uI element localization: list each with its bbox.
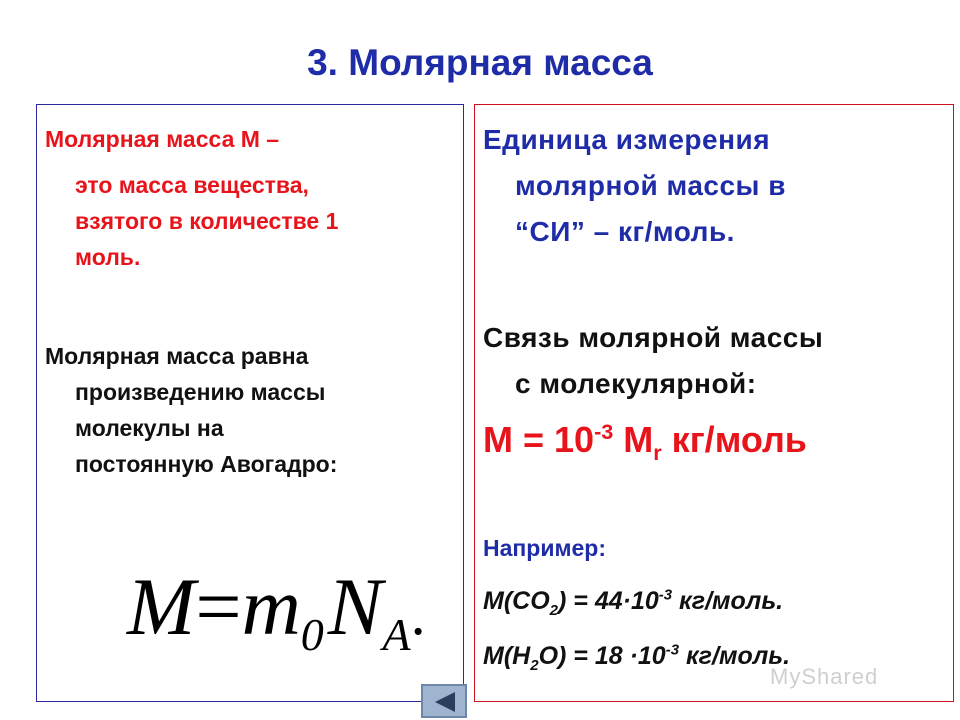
example-unit: кг/моль.: [679, 642, 791, 670]
definition-line: это масса вещества,: [75, 172, 309, 198]
example-exponent: -3: [658, 586, 673, 604]
formula-equals: =: [195, 561, 242, 652]
units-panel: [474, 104, 954, 702]
formula-molecule-mass-subscript: 0: [300, 609, 324, 660]
definition-panel: [36, 104, 464, 702]
formula-subscript: r: [653, 440, 662, 466]
example-unit: кг/моль.: [672, 587, 784, 615]
formula-part: М = 10: [483, 419, 595, 460]
example-part: M(CO: [483, 587, 550, 615]
avogadro-formula: [127, 560, 426, 660]
formula-avogadro: N: [327, 561, 383, 652]
triangle-left-icon: [433, 691, 457, 713]
relation-text: с молекулярной:: [515, 368, 757, 399]
formula-molecule-mass: m: [241, 561, 301, 652]
unit-line: “СИ” – кг/моль.: [515, 216, 735, 247]
formula-part: М: [613, 419, 654, 460]
formula-avogadro-subscript: A: [382, 609, 411, 660]
page-title: 3. Молярная масса: [307, 42, 653, 83]
relation-line: произведению массы: [75, 379, 326, 405]
example-exponent: -3: [665, 641, 680, 659]
unit-line: Единица измерения: [483, 124, 771, 155]
definition-line: Молярная масса М –: [45, 126, 280, 152]
watermark: MyShared: [770, 664, 879, 689]
formula-dot: .: [410, 581, 426, 647]
example-part: O) = 18 ·10: [538, 642, 666, 670]
example-subscript: 2: [549, 602, 558, 619]
relation-line: Молярная масса равна: [45, 343, 309, 369]
example-part: ) = 44·10: [558, 587, 659, 615]
relation-line: постоянную Авогадро:: [75, 451, 338, 477]
molar-molecular-formula: [483, 419, 807, 466]
definition-line: взятого в количестве 1: [75, 208, 339, 234]
example-co2: [483, 586, 784, 619]
formula-exponent: -3: [594, 419, 614, 444]
example-part: M(H: [483, 642, 531, 670]
previous-slide-button[interactable]: [421, 684, 467, 718]
relation-text: Связь молярной массы: [483, 322, 824, 353]
example-label: Например:: [483, 535, 606, 561]
unit-line: молярной массы в: [515, 170, 786, 201]
example-h2o: [483, 641, 791, 674]
definition-line: моль.: [75, 244, 141, 270]
formula-unit: кг/моль: [661, 419, 807, 460]
formula-molar-mass: M: [127, 561, 196, 652]
relation-line: молекулы на: [75, 415, 224, 441]
example-subscript: 2: [530, 657, 539, 674]
